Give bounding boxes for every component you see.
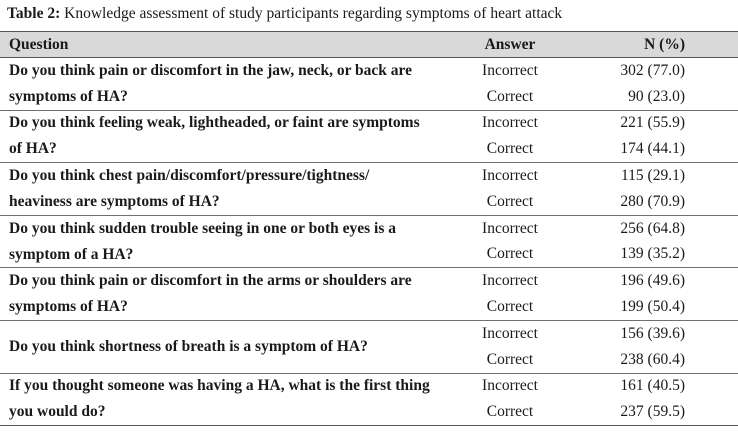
table-caption-label: Table 2: xyxy=(7,5,61,22)
answer-label: Incorrect xyxy=(482,219,538,237)
answer-row-correct xyxy=(440,294,738,320)
answer-value: 90 (23.0) xyxy=(628,87,685,105)
answer-value: 238 (60.4) xyxy=(620,350,685,368)
answer-value: 196 (49.6) xyxy=(620,272,685,290)
answer-row-incorrect xyxy=(440,163,738,189)
answer-row-correct xyxy=(440,136,738,162)
answer-value: 199 (50.4) xyxy=(620,298,685,316)
header-answer: Answer xyxy=(484,35,536,53)
table-row xyxy=(0,321,738,374)
answer-value: 156 (39.6) xyxy=(620,324,685,342)
answer-label: Incorrect xyxy=(482,167,538,185)
answer-value: 115 (29.1) xyxy=(621,167,685,185)
answer-row-correct xyxy=(440,242,738,268)
answer-row-incorrect xyxy=(440,321,738,347)
answer-row-correct xyxy=(440,347,738,373)
answer-value: 139 (35.2) xyxy=(620,245,685,263)
answer-label: Incorrect xyxy=(482,324,538,342)
question-cell: If you thought someone was having a HA, what is the first thing you would do? xyxy=(9,377,430,421)
header-question: Question xyxy=(9,35,69,53)
answer-label: Correct xyxy=(486,298,534,316)
question-cell: Do you think shortness of breath is a symptom of HA? xyxy=(9,337,368,355)
answer-value: 237 (59.5) xyxy=(620,403,685,421)
answer-label: Incorrect xyxy=(482,272,538,290)
table-caption-text: Knowledge assessment of study participants regarding symptoms of heart attack xyxy=(64,5,563,22)
answer-value: 221 (55.9) xyxy=(620,114,685,132)
answer-value: 302 (77.0) xyxy=(620,61,685,79)
answer-row-incorrect xyxy=(440,216,738,242)
answer-label: Incorrect xyxy=(482,114,538,132)
question-cell: Do you think pain or discomfort in the arms or shoulders are symptoms of HA? xyxy=(9,272,412,316)
answer-label: Incorrect xyxy=(482,377,538,395)
table-row xyxy=(0,58,738,111)
answer-label: Correct xyxy=(486,140,534,158)
answer-label: Correct xyxy=(486,350,534,368)
answer-row-incorrect xyxy=(440,268,738,294)
table-row xyxy=(0,163,738,216)
header-n: N (%) xyxy=(644,35,685,53)
question-cell: Do you think feeling weak, lightheaded, or faint are symptoms of HA? xyxy=(9,114,420,158)
table-row xyxy=(0,111,738,164)
answer-row-correct xyxy=(440,399,738,425)
answer-label: Correct xyxy=(486,192,534,210)
answer-row-incorrect xyxy=(440,111,738,137)
question-cell: Do you think sudden trouble seeing in one or both eyes is a symptom of a HA? xyxy=(9,219,397,263)
answer-label: Correct xyxy=(486,87,534,105)
answer-value: 280 (70.9) xyxy=(620,192,685,210)
table-caption xyxy=(7,4,562,24)
answer-label: Incorrect xyxy=(482,61,538,79)
answer-value: 161 (40.5) xyxy=(620,377,685,395)
answer-value: 174 (44.1) xyxy=(620,140,685,158)
table-row xyxy=(0,216,738,269)
answer-row-incorrect xyxy=(440,58,738,84)
answer-label: Correct xyxy=(486,245,534,263)
answer-label: Correct xyxy=(486,403,534,421)
question-cell: Do you think chest pain/discomfort/pressure/tightness/ heaviness are symptoms of HA? xyxy=(9,166,370,210)
answer-row-correct xyxy=(440,189,738,215)
table-row xyxy=(0,268,738,321)
answer-value: 256 (64.8) xyxy=(620,219,685,237)
knowledge-table xyxy=(0,31,738,426)
table-header-row xyxy=(0,31,738,58)
table-row xyxy=(0,374,738,427)
question-cell: Do you think pain or discomfort in the jaw, neck, or back are symptoms of HA? xyxy=(9,61,413,105)
answer-row-incorrect xyxy=(440,374,738,400)
answer-row-correct xyxy=(440,84,738,110)
